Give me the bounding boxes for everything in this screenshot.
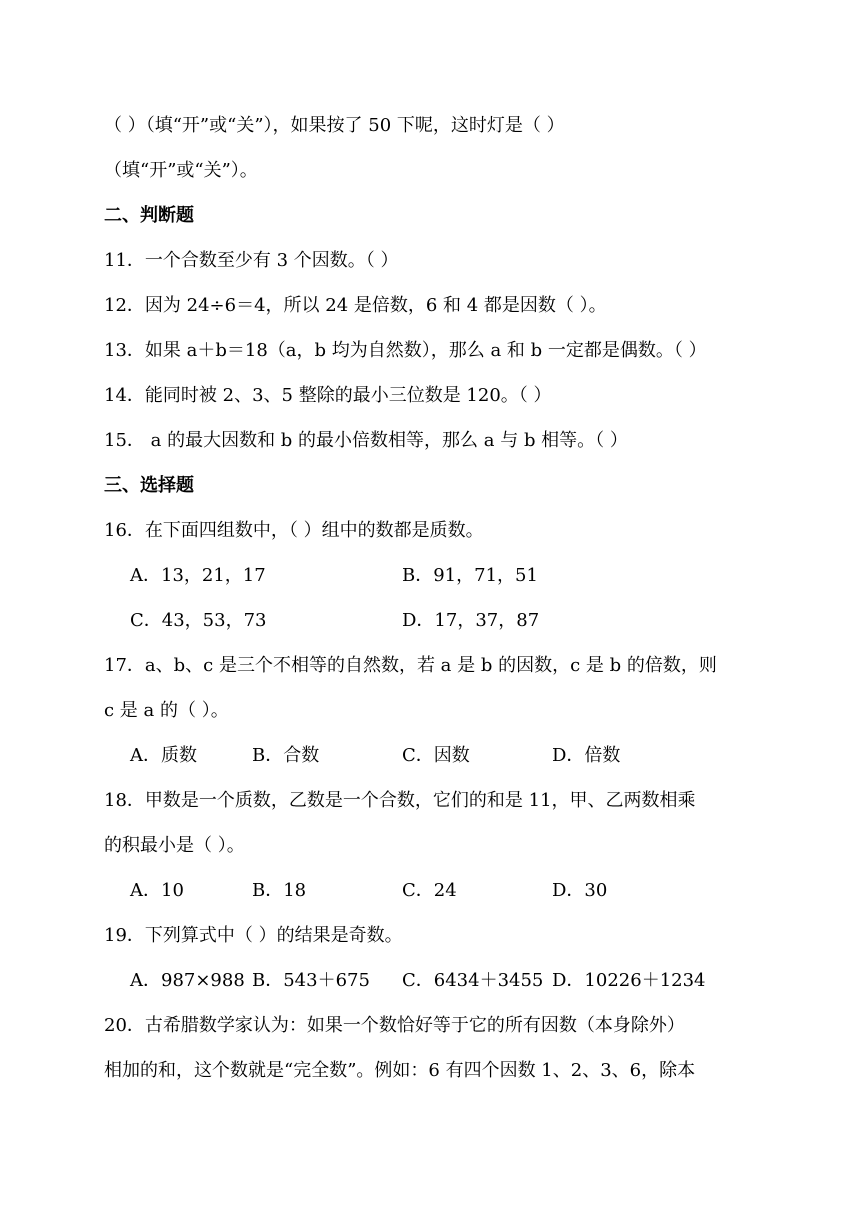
q16-option-d: D．17，37，87 bbox=[402, 610, 540, 631]
q19-option-c: C．6434＋3455 bbox=[402, 970, 544, 991]
question-18: 18．甲数是一个质数，乙数是一个合数，它们的和是 11，甲、乙两数相乘 bbox=[104, 790, 696, 811]
q19-option-b: B．543＋675 bbox=[252, 970, 370, 991]
question-19: 19．下列算式中（ ）的结果是奇数。 bbox=[104, 925, 403, 946]
q16-option-b: B．91，71，51 bbox=[402, 565, 538, 586]
q17-option-d: D．倍数 bbox=[552, 745, 621, 766]
question-12: 12．因为 24÷6＝4，所以 24 是倍数，6 和 4 都是因数（ ）。 bbox=[104, 295, 607, 316]
question-16: 16．在下面四组数中，（ ）组中的数都是质数。 bbox=[104, 520, 484, 541]
q10-continuation-line: （ ）（填“开”或“关”），如果按了 50 下呢，这时灯是（ ） bbox=[104, 115, 565, 136]
q16-option-a: A．13，21，17 bbox=[130, 565, 266, 586]
question-13: 13．如果 a＋b＝18（a，b 均为自然数），那么 a 和 b 一定都是偶数。（ ） bbox=[104, 340, 707, 361]
question-17: 17．a、b、c 是三个不相等的自然数，若 a 是 b 的因数，c 是 b 的倍数，则 bbox=[104, 655, 717, 676]
q10-continuation-line-2: （填“开”或“关”）。 bbox=[104, 160, 258, 181]
q16-option-c: C．43，53，73 bbox=[130, 610, 267, 631]
q18-option-c: C．24 bbox=[402, 880, 457, 901]
question-11: 11．一个合数至少有 3 个因数。（ ） bbox=[104, 250, 399, 271]
q19-option-a: A．987×988 bbox=[130, 970, 245, 991]
question-20: 20．古希腊数学家认为：如果一个数恰好等于它的所有因数（本身除外） bbox=[104, 1015, 685, 1036]
question-18-line-2: 的积最小是（ ）。 bbox=[104, 835, 245, 856]
q18-option-a: A．10 bbox=[130, 880, 184, 901]
question-17-line-2: c 是 a 的（ ）。 bbox=[104, 700, 229, 721]
question-14: 14．能同时被 2、3、5 整除的最小三位数是 120。（ ） bbox=[104, 385, 552, 406]
q18-option-b: B．18 bbox=[252, 880, 307, 901]
q17-option-b: B．合数 bbox=[252, 745, 320, 766]
question-20-line-2: 相加的和，这个数就是“完全数”。例如：6 有四个因数 1、2、3、6，除本 bbox=[104, 1060, 696, 1081]
q19-option-d: D．10226＋1234 bbox=[552, 970, 706, 991]
q17-option-c: C．因数 bbox=[402, 745, 470, 766]
q17-option-a: A．质数 bbox=[130, 745, 197, 766]
section-heading-multiple-choice: 三、选择题 bbox=[104, 475, 194, 496]
q18-option-d: D．30 bbox=[552, 880, 608, 901]
section-heading-true-false: 二、判断题 bbox=[104, 205, 194, 226]
question-15: 15． a 的最大因数和 b 的最小倍数相等，那么 a 与 b 相等。（ ） bbox=[104, 430, 628, 451]
